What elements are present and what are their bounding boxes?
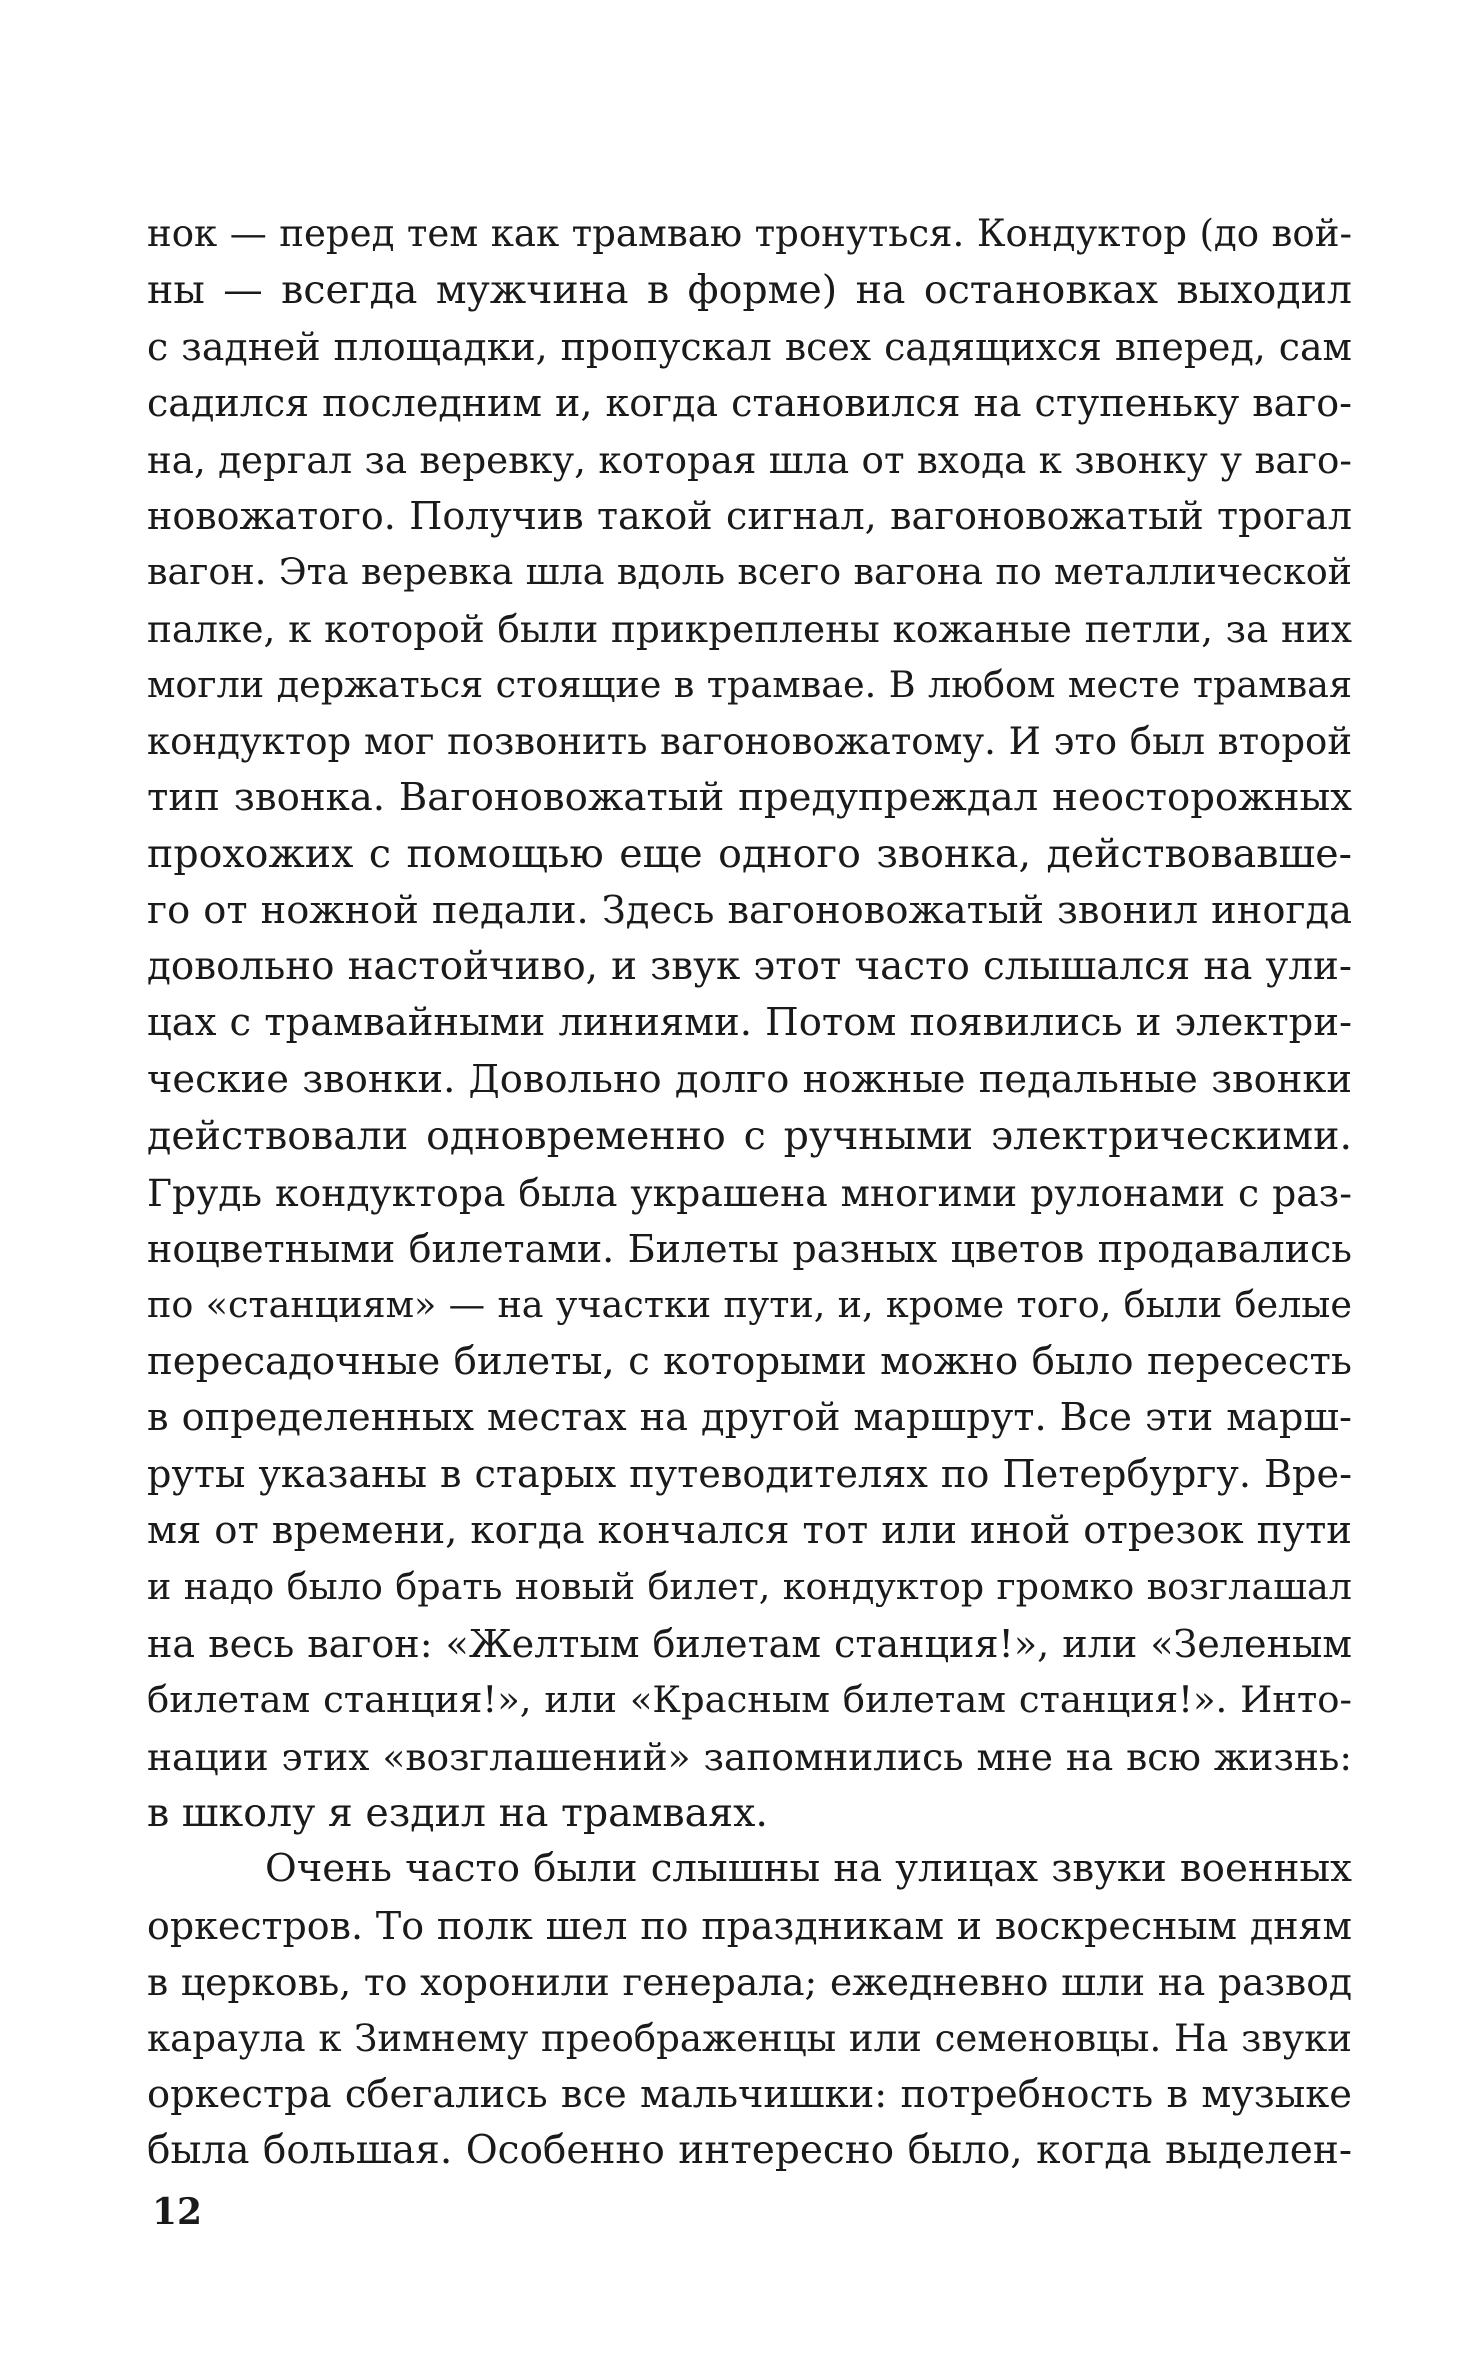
text-line: на весь вагон: «Желтым билетам станция!», или «Зеленым (147, 1621, 1352, 1666)
body-text (147, 206, 1352, 2180)
text-line: Грудь кондуктора была украшена многими рулонами с раз- (147, 1170, 1352, 1215)
text-line: нок — перед тем как трамваю тронуться. Кондуктор (до вой- (147, 212, 1352, 255)
page-number: 12 (152, 2191, 203, 2233)
text-line: в школу я ездил на трамваях. (147, 1789, 768, 1836)
text-line: цах с трамвайными линиями. Потом появились и электри- (147, 1000, 1352, 1046)
text-line: в определенных местах на другой маршрут. Все эти марш- (147, 1395, 1352, 1441)
text-line: и надо было брать новый билет, кондуктор громко возглашал (147, 1565, 1352, 1609)
text-line: довольно настойчиво, и звук этот часто слышался на ули- (147, 944, 1352, 990)
text-line: могли держаться стоящие в трамвае. В любом месте трамвая (147, 663, 1352, 707)
text-line: с задней площадки, пропускал всех садящихся вперед, сам (147, 324, 1352, 369)
text-line: нации этих «возглашений» запомнились мне на всю жизнь: (147, 1734, 1352, 1779)
text-line: ны — всегда мужчина в форме) на остановках выходил (147, 267, 1352, 314)
text-line: ноцветными билетами. Билеты разных цветов продавались (147, 1227, 1352, 1272)
text-line: билетам станция!», или «Красным билетам станция!». Инто- (147, 1678, 1352, 1722)
text-line: го от ножной педали. Здесь вагоновожатый звонил иногда (147, 887, 1352, 933)
text-line: руты указаны в старых путеводителях по Петербургу. Вре- (147, 1452, 1352, 1497)
text-line: оркестров. То полк шел по праздникам и воскресным дням (147, 1903, 1352, 1948)
text-line: караула к Зимнему преображенцы или семеновцы. На звуки (147, 2016, 1352, 2060)
text-line: Очень часто были слышны на улицах звуки военных (265, 1846, 1352, 1892)
text-line: прохожих с помощью еще одного звонка, действовавше- (147, 831, 1352, 878)
text-line: в церковь, то хоронили генерала; ежедневно шли на развод (147, 1960, 1352, 2005)
text-line: мя от времени, когда кончался тот или иной отрезок пути (147, 1507, 1352, 1553)
paragraph-1 (147, 206, 1352, 1841)
text-line: тип звонка. Вагоновожатый предупреждал неосторожных (147, 774, 1352, 820)
text-line: оркестра сбегались все мальчишки: потребность в музыке (147, 2071, 1352, 2117)
paragraph-2 (147, 1841, 1352, 2179)
text-line: новожатого. Получив такой сигнал, вагоновожатый трогал (147, 493, 1352, 538)
text-line: на, дергал за веревку, которая шла от входа к звонку у ваго- (147, 437, 1352, 482)
text-line: палке, к которой были прикреплены кожаные петли, за них (147, 606, 1352, 651)
text-line: ческие звонки. Довольно долго ножные педальные звонки (147, 1056, 1352, 1102)
text-line: вагон. Эта веревка шла вдоль всего вагона по металлической (147, 550, 1352, 594)
text-line: действовали одновременно с ручными электрическими. (147, 1113, 1352, 1160)
text-line: по «станциям» — на участки пути, и, кроме того, были белые (147, 1283, 1352, 1327)
text-line: была большая. Особенно интересно было, когда выделен- (147, 2128, 1352, 2174)
text-line: кондуктор мог позвонить вагоновожатому. И это был второй (147, 719, 1352, 763)
text-line: садился последним и, когда становился на ступеньку ваго- (147, 381, 1352, 426)
text-line: пересадочные билеты, с которыми можно было пересесть (147, 1338, 1352, 1384)
